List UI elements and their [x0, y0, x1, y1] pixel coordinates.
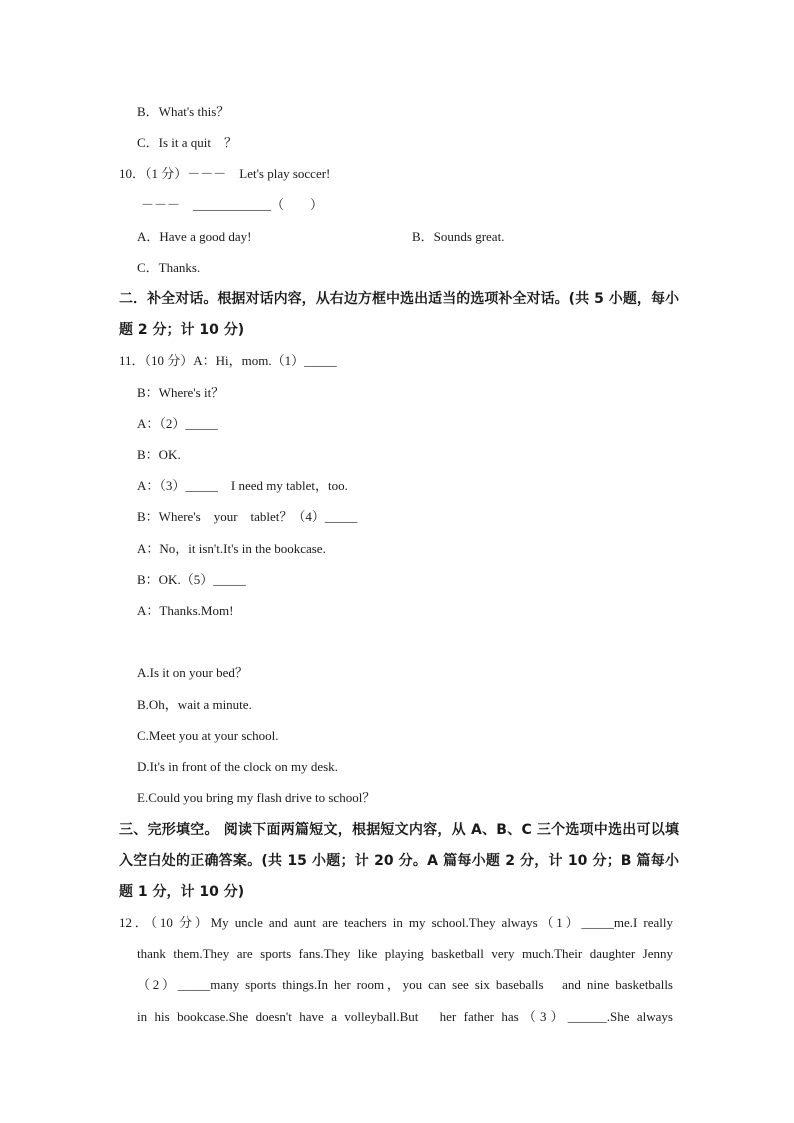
section-2-heading: 二．补全对话。根据对话内容，从右边方框中选出适当的选项补全对话。(共 5 小题，每小题 2 分；计 10 分) [119, 291, 679, 338]
q11-dialog-line: B：Where's it？ [137, 385, 225, 400]
q11-dialog-line: A：Thanks.Mom! [137, 603, 234, 618]
q10-options-row [137, 228, 697, 246]
q10-option-b: B．Sounds great. [412, 229, 505, 244]
q11-choice-b: B.Oh，wait a minute. [137, 697, 252, 712]
q11-choice-c: C.Meet you at your school. [137, 728, 279, 743]
q11-choice-a: A.Is it on your bed？ [137, 665, 248, 680]
q9-option-b: B．What's this？ [137, 104, 230, 119]
q11-choice-e: E.Could you bring my flash drive to school？ [137, 790, 376, 805]
q10-option-c: C．Thanks. [137, 260, 201, 275]
q10-blank-line: －－－ ____________（ ） [141, 197, 324, 212]
q11-dialog-line: 11．（10 分）A：Hi，mom.（1）_____ [119, 353, 337, 368]
q12-passage-line: （2）_____many sports things.In her room，you can see six baseballs and nine basketballs [137, 977, 673, 992]
q11-dialog-line: B：OK. [137, 447, 181, 462]
q12-passage-line: 12．（10 分）My uncle and aunt are teachers in my school.They always（1）_____me.I really [119, 915, 673, 930]
section-3-heading: 三、完形填空。 阅读下面两篇短文，根据短文内容，从 A、B、C 三个选项中选出可以填入空白处的正确答案。(共 15 小题；计 20 分。A 篇每小题 2 分，计 10 分；B 篇每小题 1 分，计 10 分) [119, 822, 679, 900]
q12-passage-line: thank them.They are sports fans.They like playing basketball very much.Their daughter Jenny [137, 946, 673, 961]
q10-option-a: A．Have a good day! [137, 229, 252, 244]
q10-stem: 10．（1 分）－－－ Let's play soccer! [119, 166, 331, 181]
q9-option-c: C．Is it a quit ？ [137, 135, 238, 150]
q11-dialog-line: A：（3）_____ I need my tablet，too. [137, 478, 348, 493]
q11-choice-d: D.It's in front of the clock on my desk. [137, 759, 338, 774]
q11-dialog-line: A：No，it isn't.It's in the bookcase. [137, 541, 326, 556]
q11-dialog-line: A：（2）_____ [137, 416, 218, 431]
q11-dialog-line: B：OK.（5）_____ [137, 572, 246, 587]
q11-dialog-line: B：Where's your tablet？（4）_____ [137, 509, 358, 524]
q12-passage-line: in his bookcase.She doesn't have a volleyball.But her father has（3）______.She always [137, 1009, 673, 1024]
